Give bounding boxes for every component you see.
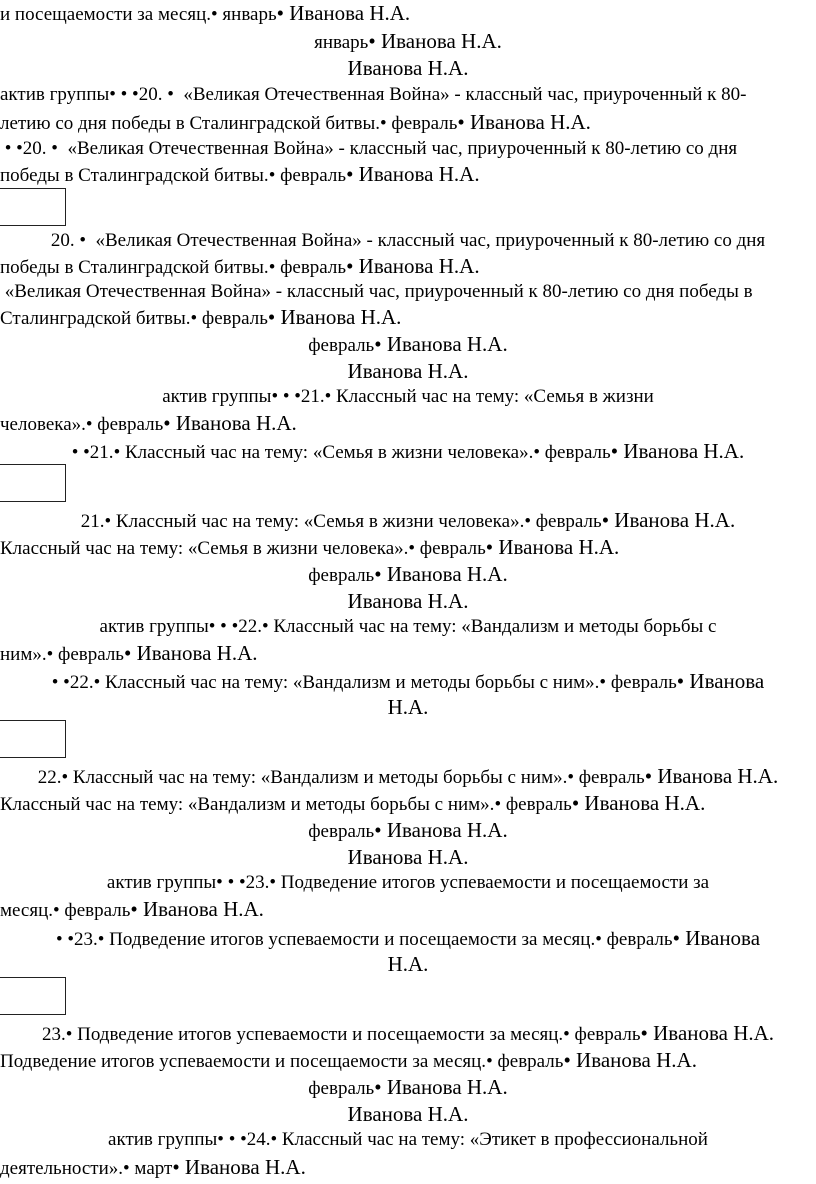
text-line: победы в Сталинградской битвы.• февраль• Иванова Н.А. bbox=[0, 162, 480, 186]
text-line: актив группы• • •24.• Классный час на тему: «Этикет в профессиональной bbox=[108, 1129, 708, 1150]
text-line: февраль• Иванова Н.А. bbox=[308, 818, 508, 842]
empty-cell-box bbox=[0, 720, 66, 758]
text-line: 20. • «Великая Отечественная Война» - классный час, приуроченный к 80-летию со дня bbox=[50, 230, 766, 251]
text-line: деятельности».• март• Иванова Н.А. bbox=[0, 1155, 306, 1179]
empty-cell-box bbox=[0, 977, 66, 1015]
empty-cell-box bbox=[0, 464, 66, 502]
text-line: актив группы• • •21.• Классный час на тему: «Семья в жизни bbox=[162, 386, 654, 407]
text-line: февраль• Иванова Н.А. bbox=[308, 332, 508, 356]
text-line: • •20. • «Великая Отечественная Война» - классный час, приуроченный к 80-летию со дня bbox=[0, 138, 738, 159]
text-line: февраль• Иванова Н.А. bbox=[308, 562, 508, 586]
text-line: человека».• февраль• Иванова Н.А. bbox=[0, 411, 297, 435]
text-line: и посещаемости за месяц.• январь• Иванова Н.А. bbox=[0, 1, 411, 25]
text-line: Иванова Н.А. bbox=[347, 1102, 469, 1126]
text-line: актив группы• • •20. • «Великая Отечественная Война» - классный час, приуроченный к 80- bbox=[0, 84, 747, 105]
text-line: январь• Иванова Н.А. bbox=[314, 29, 502, 53]
text-line: Классный час на тему: «Вандализм и методы борьбы с ним».• февраль• Иванова Н.А. bbox=[0, 791, 706, 815]
text-line: 21.• Классный час на тему: «Семья в жизни человека».• февраль• Иванова Н.А. bbox=[80, 508, 736, 532]
text-line: победы в Сталинградской битвы.• февраль• Иванова Н.А. bbox=[0, 254, 480, 278]
text-line: Иванова Н.А. bbox=[347, 845, 469, 869]
text-line: • •22.• Классный час на тему: «Вандализм и методы борьбы с ним».• февраль• Иванова bbox=[51, 669, 765, 693]
empty-cell-box bbox=[0, 188, 66, 226]
text-line: Классный час на тему: «Семья в жизни человека».• февраль• Иванова Н.А. bbox=[0, 535, 620, 559]
text-line: Иванова Н.А. bbox=[347, 56, 469, 80]
text-line: 23.• Подведение итогов успеваемости и посещаемости за месяц.• февраль• Иванова Н.А. bbox=[41, 1021, 775, 1045]
text-line: летию со дня победы в Сталинградской битвы.• февраль• Иванова Н.А. bbox=[0, 110, 591, 134]
text-line: Н.А. bbox=[387, 695, 429, 719]
text-line: ним».• февраль• Иванова Н.А. bbox=[0, 641, 258, 665]
text-line: Иванова Н.А. bbox=[347, 359, 469, 383]
text-line: 22.• Классный час на тему: «Вандализм и методы борьбы с ним».• февраль• Иванова Н.А. bbox=[37, 764, 779, 788]
text-line: февраль• Иванова Н.А. bbox=[308, 1075, 508, 1099]
text-line: актив группы• • •23.• Подведение итогов успеваемости и посещаемости за bbox=[106, 872, 710, 893]
text-line: Сталинградской битвы.• февраль• Иванова Н.А. bbox=[0, 305, 402, 329]
text-line: • •23.• Подведение итогов успеваемости и посещаемости за месяц.• февраль• Иванова bbox=[55, 926, 761, 950]
text-line: Н.А. bbox=[387, 952, 429, 976]
text-line: • •21.• Классный час на тему: «Семья в жизни человека».• февраль• Иванова Н.А. bbox=[71, 439, 745, 463]
text-line: месяц.• февраль• Иванова Н.А. bbox=[0, 897, 264, 921]
text-line: актив группы• • •22.• Классный час на тему: «Вандализм и методы борьбы с bbox=[99, 616, 717, 637]
text-line: Иванова Н.А. bbox=[347, 589, 469, 613]
text-line: «Великая Отечественная Война» - классный час, приуроченный к 80-летию со дня победы в bbox=[0, 281, 753, 302]
text-line: Подведение итогов успеваемости и посещаемости за месяц.• февраль• Иванова Н.А. bbox=[0, 1048, 697, 1072]
